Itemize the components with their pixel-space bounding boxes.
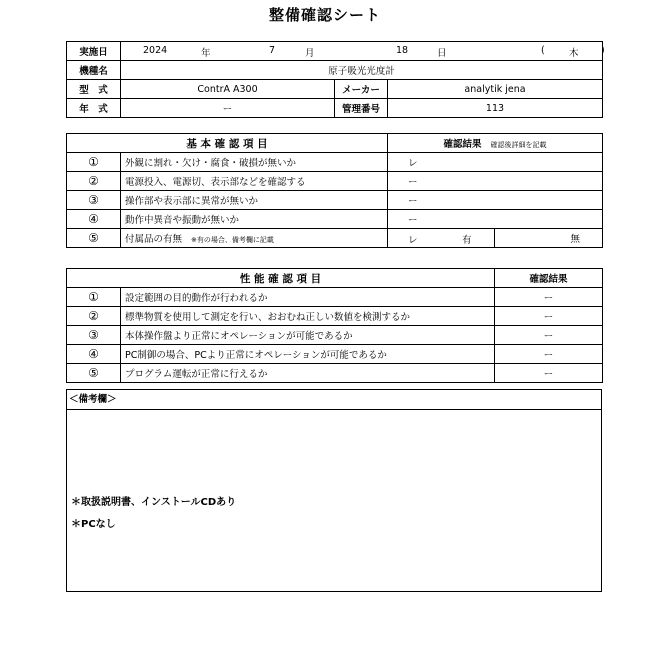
item-number: ③: [67, 191, 121, 210]
weekday-close: ): [601, 45, 605, 56]
table-row: [67, 364, 603, 383]
item-result: ー: [495, 288, 603, 307]
table-row: [67, 345, 603, 364]
item-result: ー: [495, 307, 603, 326]
item-text: 外観に割れ・欠け・腐食・破損が無いか: [121, 153, 388, 172]
item-text: PC制御の場合、PCより正常にオペレーションが可能であるか: [121, 345, 495, 364]
kind-value: 原子吸光光度計: [121, 61, 603, 80]
result-mark: ー: [408, 177, 418, 188]
year-unit: 年: [201, 48, 211, 59]
accessory-label: 付属品の有無: [125, 234, 183, 245]
weekday-open: (: [541, 45, 545, 56]
result-mark: ー: [408, 215, 418, 226]
table-row: [67, 326, 603, 345]
item-result: ー: [495, 326, 603, 345]
accessory-row: [67, 229, 603, 248]
accessory-no: 無: [570, 234, 581, 245]
perf-result-header: 確認結果: [495, 269, 603, 288]
yearmodel-row: [67, 99, 603, 118]
item-result: ー: [495, 364, 603, 383]
date-value: [121, 42, 603, 61]
basic-result-title: 確認結果: [443, 139, 482, 150]
accessory-note: ※有の場合、備考欄に記載: [191, 236, 274, 244]
basic-result-note: 確認後詳細を記載: [490, 141, 547, 149]
item-text: 標準物質を使用して測定を行い、おおむね正しい数値を検測するか: [121, 307, 495, 326]
item-result: [388, 153, 603, 172]
item-number: ⑤: [67, 364, 121, 383]
basic-header: 基 本 確 認 項 目: [67, 134, 388, 153]
header-info-table: [66, 41, 603, 118]
perf-header: 性 能 確 認 項 目: [67, 269, 495, 288]
date-row: [67, 42, 603, 61]
mgmt-label: 管理番号: [335, 99, 388, 118]
notes-box: [66, 389, 602, 592]
accessory-no-cell: [495, 229, 603, 248]
item-text: 本体操作盤より正常にオペレーションが可能であるか: [121, 326, 495, 345]
table-row: [67, 210, 603, 229]
item-text: 操作部や表示部に異常が無いか: [121, 191, 388, 210]
notes-header: ＜備考欄＞: [67, 390, 601, 410]
item-text: 動作中異音や振動が無いか: [121, 210, 388, 229]
item-number: ②: [67, 307, 121, 326]
item-number: ③: [67, 326, 121, 345]
table-row: [67, 191, 603, 210]
perf-header-row: [67, 269, 603, 288]
maker-value: analytik jena: [388, 80, 603, 99]
item-text: 電源投入、電源切、表示部などを確認する: [121, 172, 388, 191]
accessory-yes: 有: [462, 235, 472, 246]
kind-row: [67, 61, 603, 80]
item-result: [388, 172, 603, 191]
yearmodel-label: 年 式: [67, 99, 121, 118]
item-number: ①: [67, 153, 121, 172]
model-label: 型 式: [67, 80, 121, 99]
date-label: 実施日: [67, 42, 121, 61]
item-number: ②: [67, 172, 121, 191]
yearmodel-value: ー: [121, 99, 335, 118]
model-value: ContrA A300: [121, 80, 335, 99]
day-unit: 日: [437, 48, 447, 59]
basic-check-table: [66, 133, 603, 248]
basic-result-header: [388, 134, 603, 153]
month-value: 7: [269, 45, 276, 56]
result-mark: レ: [408, 158, 418, 169]
item-number: ④: [67, 210, 121, 229]
item-result: ー: [495, 345, 603, 364]
note-line: ＊取扱説明書、インストールCDあり: [71, 497, 237, 508]
result-mark: ー: [408, 196, 418, 207]
mgmt-value: 113: [388, 99, 603, 118]
table-row: [67, 307, 603, 326]
item-text: 設定範囲の目的動作が行われるか: [121, 288, 495, 307]
month-unit: 月: [305, 48, 315, 59]
item-number: ⑤: [67, 229, 121, 248]
model-row: [67, 80, 603, 99]
item-text: プログラム運転が正常に行えるか: [121, 364, 495, 383]
year-value: 2024: [143, 45, 168, 56]
maker-label: メーカー: [335, 80, 388, 99]
day-value: 18: [396, 45, 409, 56]
accessory-yes-cell: [388, 229, 495, 248]
item-number: ①: [67, 288, 121, 307]
performance-check-table: [66, 268, 603, 383]
item-number: ④: [67, 345, 121, 364]
item-result: [388, 191, 603, 210]
page-title: 整備確認シート: [268, 6, 381, 24]
kind-label: 機種名: [67, 61, 121, 80]
note-line: ＊PCなし: [71, 519, 116, 530]
table-row: [67, 288, 603, 307]
item-result: [388, 210, 603, 229]
accessory-mark: レ: [408, 235, 418, 246]
table-row: [67, 153, 603, 172]
accessory-text: [121, 229, 388, 248]
basic-header-row: [67, 134, 603, 153]
table-row: [67, 172, 603, 191]
weekday-value: 木: [569, 48, 579, 59]
